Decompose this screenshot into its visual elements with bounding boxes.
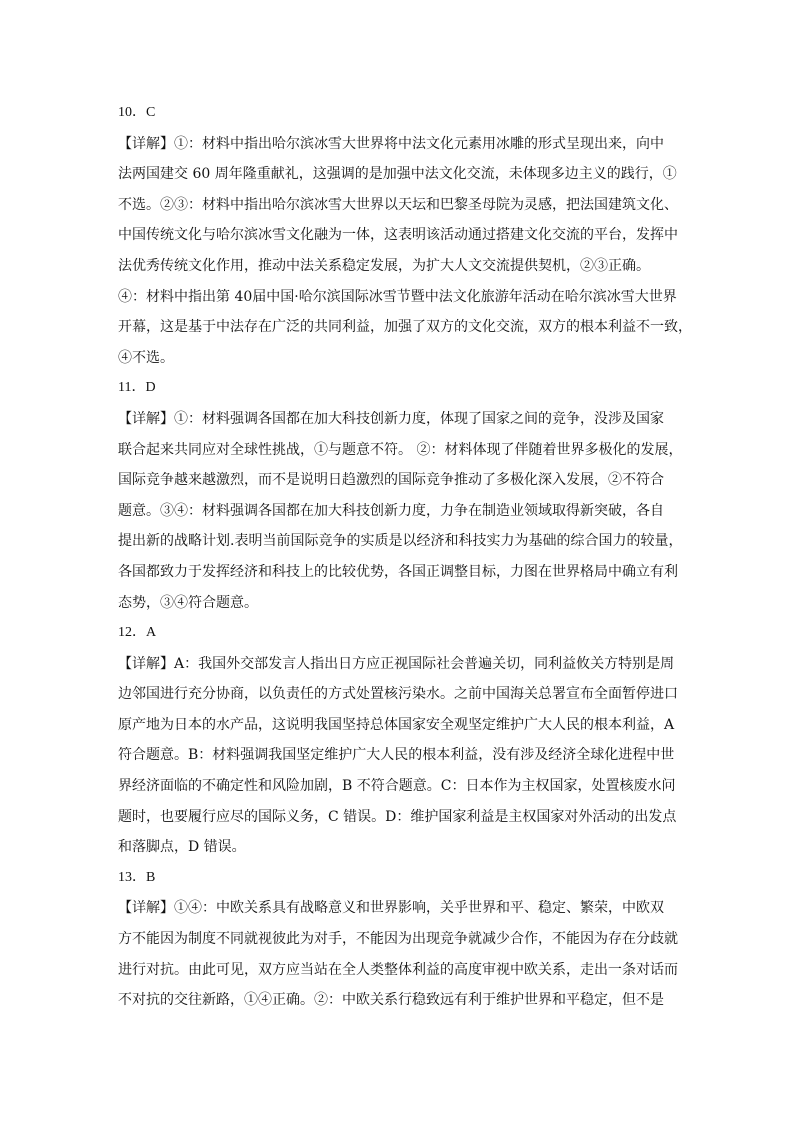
explanation-line: 界经济面临的不确定性和风险加剧，B 不符合题意。C：日本作为主权国家，处置核废水问 (118, 778, 676, 795)
explanation-line: 中国传统文化与哈尔滨冰雪文化融为一体，这表明该活动通过搭建文化交流的平台，发挥中 (118, 227, 678, 244)
explanation-line: 题时，也要履行应尽的国际义务，C 错误。D：维护国家利益是主权国家对外活动的出发点 (118, 808, 677, 825)
question-heading-13: 13．B (118, 869, 156, 885)
explanation-line: 题意。③④：材料强调各国都在加大科技创新力度，力争在制造业领域取得新突破，各自 (118, 502, 664, 519)
explanation-line: 法优秀传统文化作用，推动中法关系稳定发展，为扩大人文交流提供契机，②③正确。 (118, 257, 650, 274)
explanation-line: 各国都致力于发挥经济和科技上的比较优势，各国正调整目标，力图在世界格局中确立有利 (118, 563, 678, 580)
answer-explanations (118, 98, 692, 1016)
explanation-line: 方不能因为制度不同就视彼此为对手，不能因为出现竞争就减少合作，不能因为存在分歧就 (118, 931, 678, 948)
explanation-line: 态势，③④符合题意。 (118, 594, 258, 611)
explanation-line: 进行对抗。由此可见，双方应当站在全人类整体利益的高度审视中欧关系，走出一条对话而 (118, 961, 678, 978)
explanation-line: ④不选。 (118, 349, 174, 366)
explanation-line: 不选。②③：材料中指出哈尔滨冰雪大世界以天坛和巴黎圣母院为灵感，把法国建筑文化、 (118, 196, 678, 213)
explanation-line: 开幕，这是基于中法存在广泛的共同利益，加强了双方的文化交流，双方的根本利益不一致， (118, 319, 692, 336)
explanation-line: 提出新的战略计划.表明当前国际竞争的实质是以经济和科技实力为基础的综合国力的较量， (118, 533, 683, 550)
explanation-line: 【详解】①：材料强调各国都在加大科技创新力度，体现了国家之间的竞争，没涉及国家 (118, 410, 664, 427)
explanation-line: 原产地为日本的水产品，这说明我国坚持总体国家安全观坚定维护广大人民的根本利益，A (118, 716, 675, 733)
explanation-line: 【详解】①：材料中指出哈尔滨冰雪大世界将中法文化元素用冰雕的形式呈现出来，向中 (118, 135, 664, 152)
explanation-line: 符合题意。B：材料强调我国坚定维护广大人民的根本利益，没有涉及经济全球化进程中世 (118, 747, 675, 764)
question-heading-12: 12．A (118, 625, 157, 641)
explanation-line: 和落脚点，D 错误。 (118, 839, 246, 856)
explanation-line: 【详解】①④：中欧关系具有战略意义和世界影响，关乎世界和平、稳定、繁荣，中欧双 (118, 900, 664, 917)
explanation-line: 国际竞争越来越激烈，而不是说明日趋激烈的国际竞争推动了多极化深入发展，②不符合 (118, 472, 664, 489)
explanation-line: 法两国建交 60 周年隆重献礼，这强调的是加强中法文化交流，未体现多边主义的践行，① (118, 166, 677, 183)
explanation-line: 不对抗的交往新路，①④正确。②：中欧关系行稳致远有利于维护世界和平稳定，但不是 (118, 992, 664, 1009)
explanation-line: 边邻国进行充分协商，以负责任的方式处置核污染水。之前中国海关总署宣布全面暂停进口 (118, 686, 678, 703)
explanation-line: ④：材料中指出第 40届中国·哈尔滨国际冰雪节暨中法文化旅游年活动在哈尔滨冰雪大世界 (118, 288, 677, 305)
question-heading-10: 10．C (118, 105, 156, 120)
explanation-line: 联合起来共同应对全球性挑战，①与题意不符。 ②：材料体现了伴随着世界多极化的发展， (118, 441, 683, 458)
explanation-line: 【详解】A：我国外交部发言人指出日方应正视国际社会普遍关切，同利益攸关方特别是周 (118, 655, 675, 672)
question-heading-11: 11．D (118, 380, 156, 396)
